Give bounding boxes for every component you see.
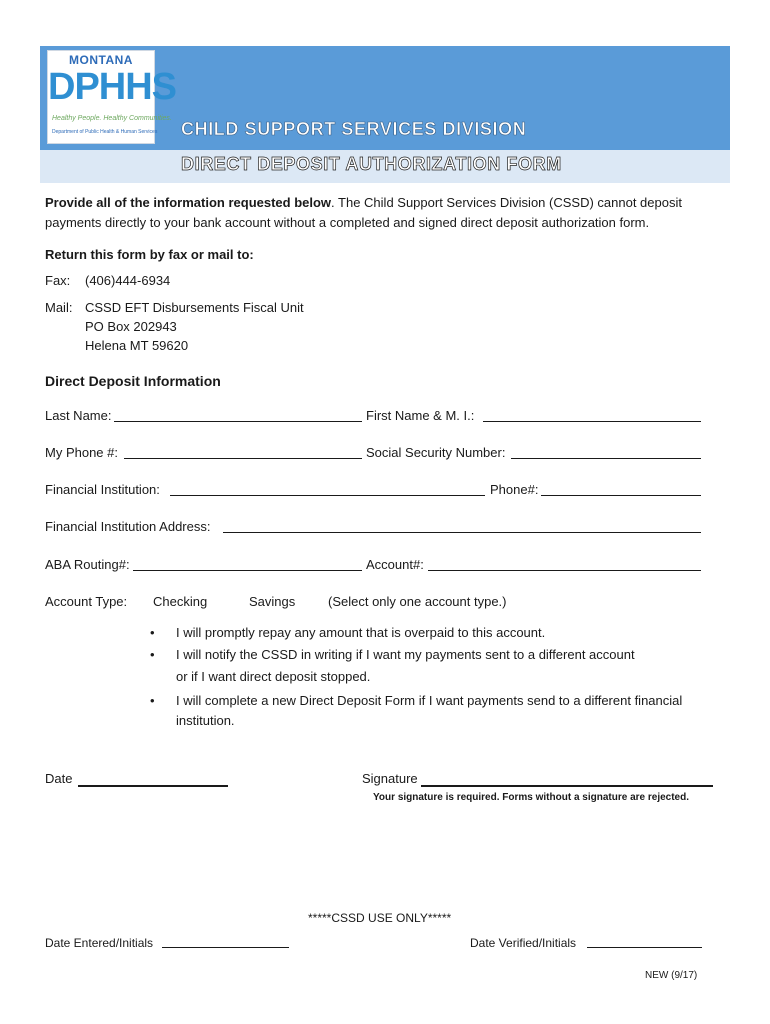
first-name-label: First Name & M. I.: xyxy=(366,408,475,423)
first-name-field[interactable] xyxy=(483,421,701,422)
list-item: • I will complete a new Direct Deposit Form if I want payments send to a different financial xyxy=(150,690,730,712)
my-phone-field[interactable] xyxy=(124,458,362,459)
institution-field[interactable] xyxy=(170,495,485,496)
date-field[interactable] xyxy=(78,785,228,787)
intro-lead: Provide all of the information requested below xyxy=(45,195,332,210)
date-label: Date xyxy=(45,771,73,786)
bullet-icon: • xyxy=(150,625,155,640)
date-verified-field[interactable] xyxy=(587,947,702,948)
account-field[interactable] xyxy=(428,570,701,571)
office-use-only: *****CSSD USE ONLY***** xyxy=(308,911,452,925)
inst-phone-field[interactable] xyxy=(541,495,701,496)
aba-label: ABA Routing#: xyxy=(45,557,130,572)
savings-option[interactable]: Savings xyxy=(249,594,296,609)
list-item-continuation: institution. xyxy=(176,713,235,728)
dphhs-logo xyxy=(47,50,177,144)
ssn-field[interactable] xyxy=(511,458,701,459)
last-name-field[interactable] xyxy=(114,421,362,422)
bullet-icon: • xyxy=(150,693,155,708)
logo-state: MONTANA xyxy=(69,53,133,67)
fax-value: (406)444-6934 xyxy=(85,273,171,288)
mail-line-3: Helena MT 59620 xyxy=(85,338,189,353)
date-entered-field[interactable] xyxy=(162,947,289,948)
signature-required-note: Your signature is required. Forms without a signature are rejected. xyxy=(373,792,690,803)
logo-acronym: DPHHS xyxy=(48,66,177,108)
mail-line-2: PO Box 202943 xyxy=(85,319,177,334)
terms-list xyxy=(150,622,730,730)
account-label: Account#: xyxy=(366,557,424,572)
inst-address-label: Financial Institution Address: xyxy=(45,519,211,534)
inst-address-field[interactable] xyxy=(223,532,701,533)
list-item: • I will notify the CSSD in writing if I want my payments sent to a different account xyxy=(150,644,730,666)
section-heading: Direct Deposit Information xyxy=(45,373,221,389)
bullet-icon: • xyxy=(150,647,155,662)
last-name-label: Last Name: xyxy=(45,408,112,423)
logo-tagline: Healthy People. Healthy Communities. xyxy=(52,115,172,122)
inst-phone-label: Phone#: xyxy=(490,482,539,497)
checking-option[interactable]: Checking xyxy=(153,594,208,609)
division-title: CHILD SUPPORT SERVICES DIVISION xyxy=(181,119,527,139)
institution-label: Financial Institution: xyxy=(45,482,160,497)
fax-label: Fax: xyxy=(45,273,71,288)
aba-field[interactable] xyxy=(133,570,362,571)
signature-field[interactable] xyxy=(421,785,713,787)
return-heading: Return this form by fax or mail to: xyxy=(45,247,254,262)
intro-rest: . The Child Support Services Division (CSSD) cannot deposit payments directly to your bank account without a completed and signed direct deposit authorization form. xyxy=(45,195,682,230)
date-verified-label: Date Verified/Initials xyxy=(470,936,577,950)
intro-paragraph xyxy=(45,193,725,233)
list-item-continuation: or if I want direct deposit stopped. xyxy=(176,669,371,684)
date-entered-label: Date Entered/Initials xyxy=(45,936,154,950)
logo-department: Department of Public Health & Human Services xyxy=(52,129,158,135)
account-type-note: (Select only one account type.) xyxy=(328,594,507,609)
list-item: • I will promptly repay any amount that is overpaid to this account. xyxy=(150,622,730,644)
signature-label: Signature xyxy=(362,771,418,786)
form-version: NEW (9/17) xyxy=(645,970,698,981)
my-phone-label: My Phone #: xyxy=(45,445,118,460)
mail-line-1: CSSD EFT Disbursements Fiscal Unit xyxy=(85,300,304,315)
mail-label: Mail: xyxy=(45,300,73,315)
form-title: DIRECT DEPOSIT AUTHORIZATION FORM xyxy=(181,154,562,174)
ssn-label: Social Security Number: xyxy=(366,445,506,460)
account-type-label: Account Type: xyxy=(45,594,128,609)
